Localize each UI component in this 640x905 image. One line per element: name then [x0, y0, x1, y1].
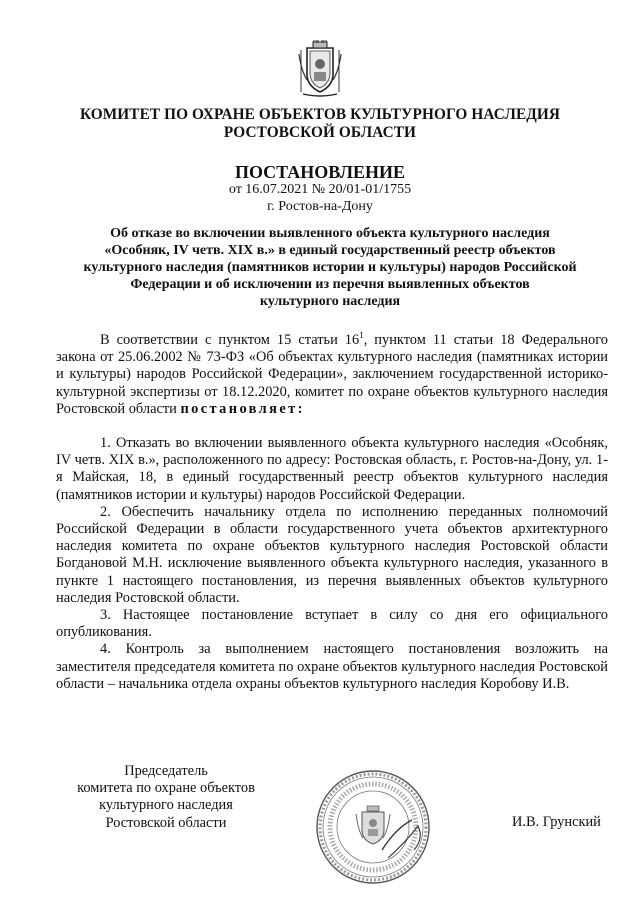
signatory-role-line: Ростовской области	[105, 814, 227, 831]
subject-line: Об отказе во включении выявленного объекта культурного наследия	[110, 226, 550, 241]
decree-word: постановляет:	[180, 400, 305, 417]
signatory-role-line: культурного наследия	[99, 797, 233, 814]
signatory-role	[56, 763, 276, 832]
signatory-name: И.В. Грунский	[512, 814, 601, 830]
subject-line: «Особняк, IV четв. XIX в.» в единый государственный реестр объектов	[104, 243, 556, 258]
committee-line-1: КОМИТЕТ ПО ОХРАНЕ ОБЪЕКТОВ КУЛЬТУРНОГО НАСЛЕДИЯ	[79, 106, 561, 123]
decree-item-3: 3. Настоящее постановление вступает в силу со дня его официального опубликования.	[56, 607, 608, 641]
preamble-paragraph	[56, 332, 608, 418]
subject-line: культурного наследия (памятников истории и культуры) народов Российской	[83, 260, 577, 275]
document-date-number: от 16.07.2021 № 20/01-01/1755	[228, 182, 412, 197]
coat-of-arms-icon	[297, 40, 343, 98]
preamble-text-2: , пунктом 11 статьи 18 Федерального закона от 25.06.2002 № 73-ФЗ «Об объектах культурного наследия (памятниках истории и культуры) народов Российской Федерации», заключением государственной историко-культурной экспертизы от 18.12.2020, комитет по охране объектов культурного наследия Ростовской области	[56, 332, 608, 417]
decree-item-1: 1. Отказать во включении выявленного объекта культурного наследия «Особняк, IV четв. XIX в.», расположенного по адресу: Ростовская область, г. Ростов-на-Дону, ул. 1-я Майская, 18, в единый государственный реестр объектов культурного наследия (памятников истории и культуры) народов Российской Федерации.	[56, 435, 608, 503]
document-subject	[56, 225, 604, 310]
subject-line: Федерации и об исключении из перечня выявленных объектов	[130, 277, 530, 292]
decree-item-4: 4. Контроль за выполнением настоящего постановления возложить на заместителя председателя комитета по охране объектов культурного наследия Ростовской области – начальника отдела охраны объектов культурного наследия Коробову И.В.	[56, 641, 608, 692]
document-title: ПОСТАНОВЛЕНИЕ	[234, 162, 406, 182]
article-superscript: 1	[359, 330, 364, 341]
committee-name	[0, 106, 640, 142]
document-city: г. Ростов-на-Дону	[267, 199, 373, 214]
decree-item-2: 2. Обеспечить начальнику отдела по исполнению переданных полномочий Российской Федерации в области государственного учета объектов архитектурного наследия комитета по охране объектов культурного наследия Ростовской области Богдановой М.Н. исключение выявленного объекта культурного наследия, указанного в пункте 1 настоящего постановления, из перечня выявленных объектов культурного наследия Ростовской области.	[56, 503, 608, 606]
signatory-role-line: комитета по охране объектов	[77, 780, 255, 797]
subject-line: культурного наследия	[259, 294, 401, 309]
official-seal-icon	[314, 768, 432, 886]
signatory-role-line: Председатель	[124, 763, 208, 779]
document-meta	[0, 181, 640, 215]
committee-line-2: РОСТОВСКОЙ ОБЛАСТИ	[223, 124, 417, 141]
preamble-text-1: В соответствии с пунктом 15 статьи 16	[100, 332, 360, 348]
document-body	[56, 332, 608, 693]
